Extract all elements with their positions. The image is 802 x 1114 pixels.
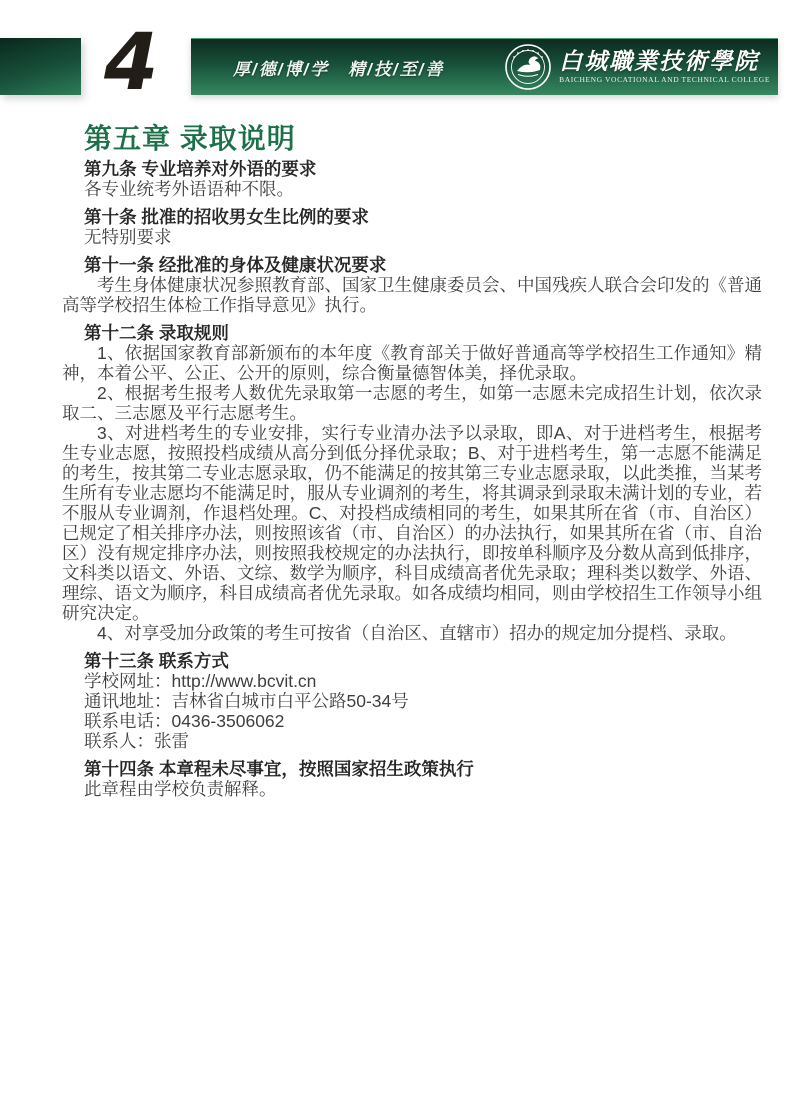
section-paragraph: 2、根据考生报考人数优先录取第一志愿的考生，如第一志愿未完成招生计划，依次录取二、三志愿及平行志愿考生。 <box>62 383 762 423</box>
section-paragraph: 无特别要求 <box>84 227 172 247</box>
section-paragraph: 此章程由学校负责解释。 <box>84 779 277 799</box>
section-paragraph: 1、依据国家教育部新颁布的本年度《教育部关于做好普通高等学校招生工作通知》精神，本着公平、公正、公开的原则，综合衡量德智体美，择优录取。 <box>62 343 762 383</box>
section-paragraph: 3、对进档考生的专业安排，实行专业清办法予以录取，即A、对于进档考生，根据考生专业志愿，按照投档成绩从高分到低分择优录取；B、对于进档考生，第一志愿不能满足的考生，按其第二专业志愿录取，仍不能满足的按其第三专业志愿录取，以此类推，当某考生所有专业志愿均不能满足时，服从专业调剂的考生，将其调录到录取未满计划的专业，若不服从专业调剂，作退档处理。C、对投档成绩相同的考生，如果其所在省（市、自治区）已规定了相关排序办法，则按照该省（市、自治区）的办法执行，如果其所在省（市、自治区）没有规定排序办法，则按照我校规定的办法执行，即按单科顺序及分数从高到低排序，文科类以语文、外语、文综、数学为顺序，科目成绩高者优先录取；理科类以数学、外语、理综、语文为顺序，科目成绩高者优先录取。如各成绩均相同，则由学校招生工作领导小组研究决定。 <box>62 423 762 623</box>
section-heading: 第十二条 录取规则 <box>84 323 229 343</box>
section-paragraph: 4、对享受加分政策的考生可按省（自治区、直辖市）招办的规定加分提档、录取。 <box>97 623 737 643</box>
chapter-section <box>62 159 762 199</box>
header-bar <box>191 38 778 95</box>
section-heading: 第九条 专业培养对外语的要求 <box>84 159 317 179</box>
chapter-content <box>62 124 762 807</box>
sections <box>62 159 762 799</box>
swan-seal-icon <box>504 43 552 91</box>
chapter-title: 第五章 录取说明 <box>84 123 296 154</box>
school-motto: 厚/德/博/学 精/技/至/善 <box>233 59 445 79</box>
section-heading: 第十三条 联系方式 <box>84 651 229 671</box>
section-heading: 第十四条 本章程未尽事宜，按照国家招生政策执行 <box>84 759 474 779</box>
header-corner-block <box>0 38 81 95</box>
section-heading: 第十一条 经批准的身体及健康状况要求 <box>84 255 387 275</box>
page-number: 4 <box>104 18 159 108</box>
chapter-section <box>62 651 762 751</box>
chapter-section <box>62 255 762 315</box>
school-name-cn: 白城職業技術學院 <box>559 48 760 76</box>
section-paragraph: 联系人：张雷 <box>84 731 189 751</box>
school-name-en: BAICHENG VOCATIONAL AND TECHNICAL COLLEGE <box>559 75 770 85</box>
chapter-section <box>62 323 762 643</box>
chapter-section <box>62 207 762 247</box>
section-paragraph: 联系电话：0436-3506062 <box>84 711 285 731</box>
section-paragraph: 通讯地址：吉林省白城市白平公路50-34号 <box>84 691 409 711</box>
section-heading: 第十条 批准的招收男女生比例的要求 <box>84 207 369 227</box>
school-name-block <box>559 50 770 84</box>
section-paragraph: 考生身体健康状况参照教育部、国家卫生健康委员会、中国残疾人联合会印发的《普通高等学校招生体检工作指导意见》执行。 <box>62 275 762 315</box>
school-logo <box>504 39 770 95</box>
section-paragraph: 学校网址：http://www.bcvit.cn <box>84 671 317 691</box>
section-paragraph: 各专业统考外语语种不限。 <box>84 179 294 199</box>
chapter-section <box>62 759 762 799</box>
